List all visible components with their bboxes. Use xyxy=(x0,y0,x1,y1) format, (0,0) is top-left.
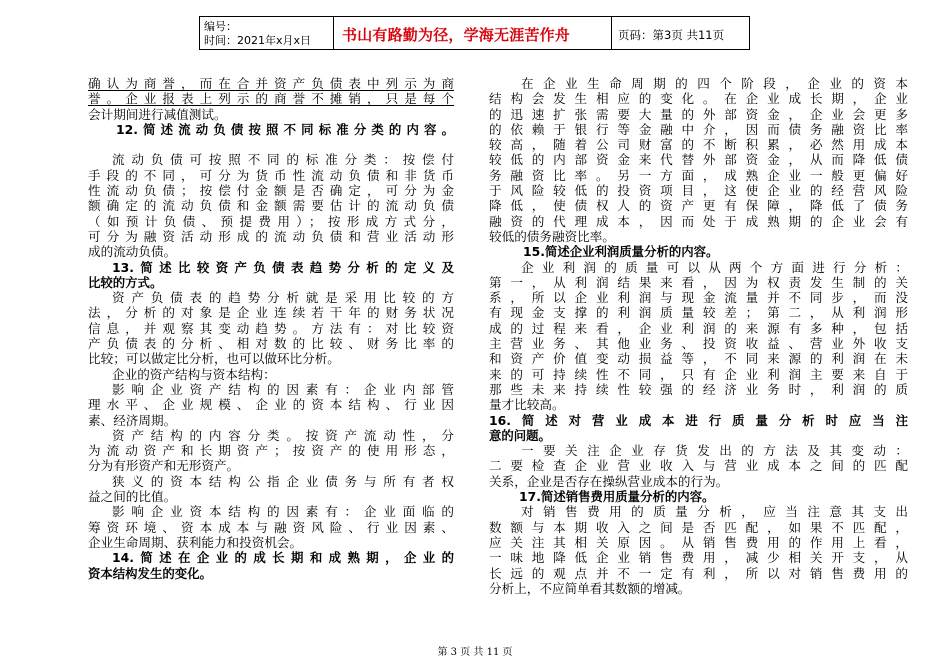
text-line: 主营业务、其他业务、投资收益、营业外收支 xyxy=(489,336,908,352)
section-heading-line: 比较的方式。 xyxy=(88,274,163,290)
text-line: 二要检查企业营业收入与营业成本之间的匹配 xyxy=(489,458,908,474)
text-line: 第一，从利润结果来看，因为权责发生制的关 xyxy=(489,274,908,290)
left-column xyxy=(88,76,454,581)
text-line: （如预计负债、预提费用）；按形成方式分， xyxy=(88,213,454,229)
text-line: 额确定的流动负债和金额需要估计的流动负债 xyxy=(88,198,454,214)
section-heading-line: 13.简述比较资产负债表趋势分析的定义及 xyxy=(112,259,454,275)
text-line: 结构会发生相应的变化。在企业成长期，企业 xyxy=(489,91,908,107)
text-line: 那些未来持续性较强的经济业务时，利润的质 xyxy=(489,381,908,397)
section-heading-line: 资本结构发生的变化。 xyxy=(88,565,212,581)
text-line: 比较；可以做定比分析，也可以做环比分析。 xyxy=(88,351,340,367)
text-line: 一味地降低企业销售费用，减少相关开支，从 xyxy=(489,550,908,566)
text-line: 资产结构的内容分类。按资产流动性，分 xyxy=(112,427,454,443)
text-line: 较低的内部资金来代替外部资金，从而降低债 xyxy=(489,152,908,168)
section-heading-line: 15.简述企业利润质量分析的内容。 xyxy=(523,244,719,260)
text-line: 对销售费用的质量分析，应当注意其支出 xyxy=(521,504,908,520)
text-line: 狭义的资本结构公指企业债务与所有者权 xyxy=(112,473,454,489)
text-line: 融资的代理成本，因而处于成熟期的企业会有 xyxy=(489,213,908,229)
text-line: 企业的资产结构与资本结构： xyxy=(112,366,276,382)
text-line: 系，所以企业利润与现金流量并不同步，而没 xyxy=(489,290,908,306)
text-line: 量才比较高。 xyxy=(489,397,565,413)
text-line: 务融资比率。另一方面，成熟企业一般更偏好 xyxy=(489,167,908,183)
page-number-label: 页码：第3页 共11页 xyxy=(618,28,725,42)
section-heading-line: 意的问题。 xyxy=(489,427,551,443)
text-line: 数额与本期收入之间是否匹配，如果不匹配， xyxy=(489,519,908,535)
text-line: 誉。企业报表上列示的商誉不摊销，只是每个 xyxy=(88,91,454,107)
section-heading-line: 12.简述流动负债按照不同标准分类的内容。 xyxy=(116,121,454,137)
text-line: 分析上，不应简单看其数额的增减。 xyxy=(489,580,691,596)
text-line: 分为有形资产和无形资产。 xyxy=(88,458,240,474)
text-line: 影响企业资本结构的因素有：企业面临的 xyxy=(112,504,454,520)
page-footer: 第 3 页 共 11 页 xyxy=(437,647,513,658)
text-line: 资产负债表的趋势分析就是采用比较的方 xyxy=(112,290,454,306)
text-line: 和资产价值变动损益等，不同来源的利润在未 xyxy=(489,351,908,367)
text-line: 为流动资产和长期资产；按资产的使用形态， xyxy=(88,443,454,459)
text-line: 应关注其相关原因。从销售费用的作用上看， xyxy=(489,534,908,550)
text-line: 理水平、企业规模、企业的资本结构、行业因 xyxy=(88,397,454,413)
text-line: 来的可持续性不同，只有企业利润主要来自于 xyxy=(489,366,908,382)
header-motto-cell xyxy=(334,17,612,49)
text-line: 长远的观点并不一定有利，所以对销售费用的 xyxy=(489,565,908,581)
page-header-box xyxy=(199,16,750,50)
text-line xyxy=(88,137,454,152)
time-label: 时间：2021年x月x日 xyxy=(204,34,312,47)
text-line: 影响企业资产结构的因素有：企业内部管 xyxy=(112,381,454,397)
text-line: 产负债表的分析、相对数的比较、财务比率的 xyxy=(88,336,454,352)
text-line: 法，分析的对象是企业连续若干年的财务状况 xyxy=(88,305,454,321)
section-heading-line: 14.简述在企业的成长期和成熟期，企业的 xyxy=(112,550,454,566)
header-page-cell xyxy=(612,17,749,49)
text-line: 信息，并观察其变动趋势。方法有：对比较资 xyxy=(88,320,454,336)
text-line: 的依赖于银行等金融中介，因而债务融资比率 xyxy=(489,121,908,137)
text-line: 企业生命周期、获利能力和投资机会。 xyxy=(88,534,303,550)
text-line: 有现金支撑的利润质量较差；第二，从利润形 xyxy=(489,305,908,321)
header-meta xyxy=(200,17,334,49)
text-line: 可分为融资活动形成的流动负债和营业活动形 xyxy=(88,228,454,244)
text-line: 性流动负债；按偿付金额是否确定，可分为金 xyxy=(88,183,454,199)
text-line: 企业利润的质量可以从两个方面进行分析： xyxy=(521,259,908,275)
text-line: 益之间的比值。 xyxy=(88,489,177,505)
text-line: 关系，企业是否存在操纵营业成本的行为。 xyxy=(489,473,729,489)
number-label: 编号： xyxy=(204,20,237,33)
text-line: 较高，随着公司财富的不断积累，必然用成本 xyxy=(489,137,908,153)
text-line: 会计期间进行减值测试。 xyxy=(88,106,227,122)
text-line: 于风险较低的投资项目，这使企业的经营风险 xyxy=(489,183,908,199)
text-line: 较低的债务融资比率。 xyxy=(489,228,615,244)
section-heading-line: 16.简述对营业成本进行质量分析时应当注 xyxy=(489,412,908,428)
text-line: 流动负债可按照不同的标准分类：按偿付 xyxy=(112,152,454,168)
section-heading-line: 17.简述销售费用质量分析的内容。 xyxy=(519,489,715,505)
text-line: 成的过程来看，企业利润的来源有多种，包括 xyxy=(489,320,908,336)
text-line: 素、经济周期。 xyxy=(88,412,177,428)
text-line: 一要关注企业存货发出的方法及其变动： xyxy=(521,443,908,459)
motto-text: 书山有路勤为径，学海无涯苦作舟 xyxy=(342,26,571,44)
text-line: 在企业生命周期的四个阶段，企业的资本 xyxy=(521,76,908,91)
right-column xyxy=(489,76,908,596)
text-line: 筹资环境、资本成本与融资风险、行业因素、 xyxy=(88,519,454,535)
text-line: 成的流动负债。 xyxy=(88,244,177,260)
text-line: 降低，使债权人的资产更有保障，降低了债务 xyxy=(489,198,908,214)
text-line: 确认为商誉，而在合并资产负债表中列示为商 xyxy=(88,76,454,91)
text-line: 的迅速扩张需要大量的外部资金，企业会更多 xyxy=(489,106,908,122)
text-line: 手段的不同，可分为货币性流动负债和非货币 xyxy=(88,167,454,183)
